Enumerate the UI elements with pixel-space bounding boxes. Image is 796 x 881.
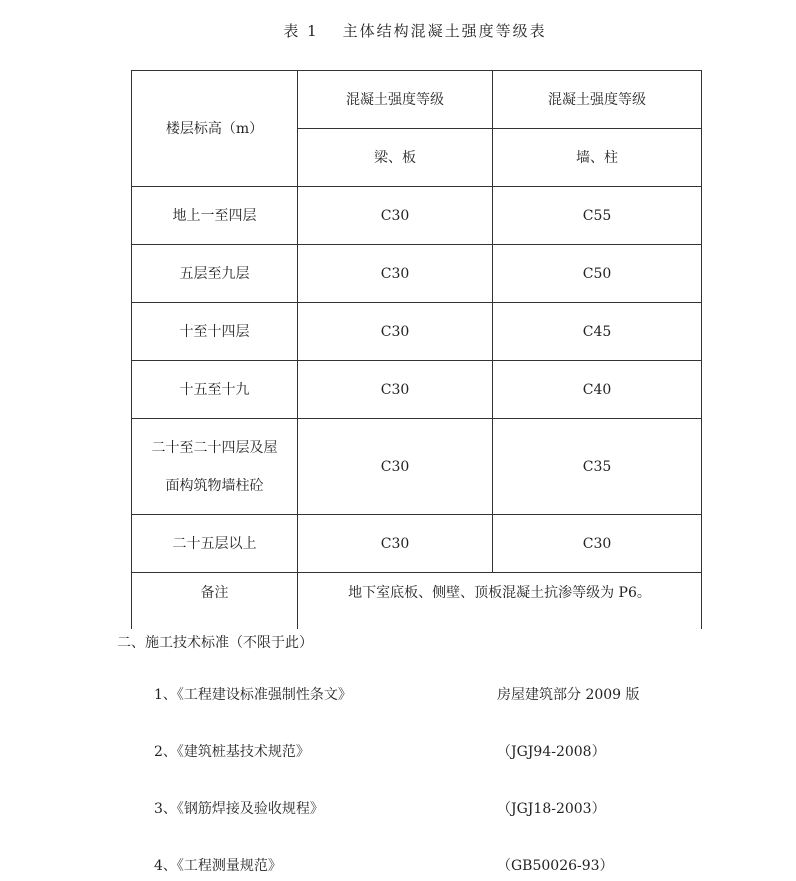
table-caption: 主体结构混凝土强度等级表 (342, 22, 547, 40)
standard-ref: （JGJ94-2008） (497, 744, 606, 760)
table-title (0, 20, 796, 41)
beam-grade-cell: C30 (298, 419, 493, 515)
header-group-left: 混凝土强度等级 (298, 71, 493, 129)
wall-grade-cell: C55 (493, 187, 702, 245)
header-floor: 楼层标高（m） (132, 71, 298, 187)
remark-label: 备注 (132, 573, 298, 629)
table-row (132, 419, 702, 515)
standard-item: 3、《钢筋焊接及验收规程》 (154, 801, 324, 817)
floor-cell: 五层至九层 (132, 245, 298, 303)
header-beam-slab: 梁、板 (298, 129, 493, 187)
beam-grade-cell: C30 (298, 515, 493, 573)
remark-row (132, 573, 702, 629)
standard-item: 1、《工程建设标准强制性条文》 (154, 687, 352, 703)
table-number: 表 1 (283, 22, 319, 40)
standard-item: 2、《建筑桩基技术规范》 (154, 744, 310, 760)
table-row (132, 187, 702, 245)
table-row (132, 515, 702, 573)
table-header-row (132, 71, 702, 129)
floor-cell-multiline (132, 419, 298, 515)
standard-ref: 房屋建筑部分 2009 版 (497, 687, 640, 703)
table-row (132, 245, 702, 303)
wall-grade-cell: C35 (493, 419, 702, 515)
floor-line-2: 面构筑物墙柱砼 (165, 477, 264, 494)
standard-ref: （GB50026-93） (497, 858, 614, 874)
table-row (132, 303, 702, 361)
header-wall-column: 墙、柱 (493, 129, 702, 187)
beam-grade-cell: C30 (298, 187, 493, 245)
floor-cell: 十五至十九 (132, 361, 298, 419)
beam-grade-cell: C30 (298, 361, 493, 419)
floor-cell: 十至十四层 (132, 303, 298, 361)
header-group-right: 混凝土强度等级 (493, 71, 702, 129)
beam-grade-cell: C30 (298, 245, 493, 303)
floor-cell: 地上一至四层 (132, 187, 298, 245)
wall-grade-cell: C50 (493, 245, 702, 303)
standard-item: 4、《工程测量规范》 (154, 858, 282, 874)
remark-text: 地下室底板、侧壁、顶板混凝土抗渗等级为 P6。 (298, 573, 702, 629)
strength-table (131, 70, 702, 629)
wall-grade-cell: C45 (493, 303, 702, 361)
wall-grade-cell: C30 (493, 515, 702, 573)
beam-grade-cell: C30 (298, 303, 493, 361)
standard-ref: （JGJ18-2003） (497, 801, 606, 817)
floor-cell: 二十五层以上 (132, 515, 298, 573)
wall-grade-cell: C40 (493, 361, 702, 419)
floor-line-1: 二十至二十四层及屋 (151, 439, 278, 456)
section-heading: 二、施工技术标准（不限于此） (117, 635, 313, 651)
table-row (132, 361, 702, 419)
